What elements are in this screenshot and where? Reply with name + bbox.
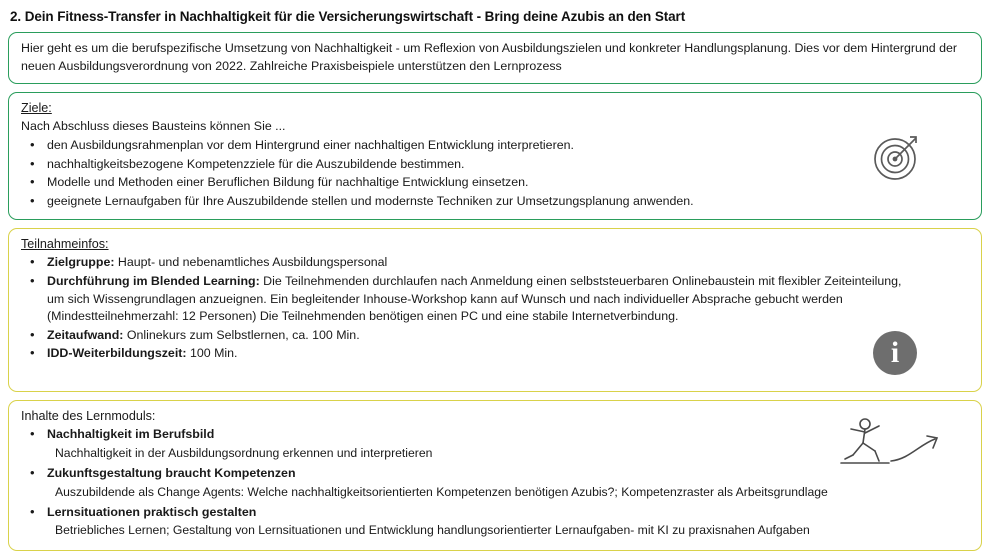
item-label: Zukunftsgestaltung braucht Kompetenzen (47, 465, 296, 480)
list-item: • nachhaltigkeitsbezogene Kompetenzziele für die Auszubildende bestimmen. (21, 156, 969, 174)
ziele-heading-label: Ziele: (21, 101, 52, 115)
teilnahmeinfos-list (21, 254, 921, 363)
item-label: Lernsituationen praktisch gestalten (47, 504, 257, 519)
item-text: Haupt- und nebenamtliches Ausbildungspersonal (114, 255, 388, 270)
running-figure-icon (839, 415, 949, 475)
inhalte-list (21, 426, 921, 539)
info-icon: i (873, 331, 917, 375)
item-label: Nachhaltigkeit im Berufsbild (47, 427, 215, 442)
item-text: Die Teilnehmenden durchlaufen nach Anmeldung einen selbststeuerbaren Onlinebaustein mit flexibler Zeiteinteilung, um sich Wissengrundlagen anzueignen. Ein begleitender Inhouse-Workshop kann auf Wunsch und nach individueller Absprache gebucht werden (Mindestteilnehmerzahl: 12 Personen) Die Teilnehmenden benötigen einen PC und eine stabile Internetverbindung. (47, 273, 902, 324)
intro-card (8, 32, 982, 84)
ziele-card (8, 92, 982, 220)
list-item (21, 465, 921, 483)
teilnahmeinfos-heading-label: Teilnahmeinfos: (21, 237, 109, 252)
ziele-heading (21, 101, 969, 115)
list-item (21, 273, 921, 326)
list-item (21, 345, 921, 363)
list-item (21, 327, 921, 345)
item-label: Zielgruppe: (47, 255, 115, 270)
inhalte-heading: Inhalte des Lernmoduls: (21, 409, 156, 424)
item-label: Durchführung im Blended Learning: (47, 273, 260, 288)
item-subtext: Betriebliches Lernen; Gestaltung von Lernsituationen und Entwicklung handlungsorientierter Lernaufgaben- mit KI zu praxisnahen Aufgaben (55, 523, 810, 538)
item-subtext: Nachhaltigkeit in der Ausbildungsordnung erkennen und interpretieren (55, 445, 433, 460)
target-icon (869, 129, 925, 185)
list-item: • Modelle und Methoden einer Beruflichen Bildung für nachhaltige Entwicklung einsetzen. (21, 174, 969, 192)
ziele-lead: Nach Abschluss dieses Bausteins können Sie ... (21, 119, 286, 133)
intro-text: Hier geht es um die berufspezifische Umsetzung von Nachhaltigkeit - um Reflexion von Ausbildungszielen und konkreter Handlungsplanung. Dies vor dem Hintergrund der neuen Ausbildungsverordnung von 2022. Zahlreiche Praxisbeispiele unterstützen den Lernprozess (21, 41, 958, 73)
item-text: 100 Min. (186, 346, 238, 361)
teilnahmeinfos-heading (21, 237, 969, 251)
teilnahmeinfos-card (8, 228, 982, 392)
item-label: Zeitaufwand: (47, 327, 124, 342)
item-text: Onlinekurs zum Selbstlernen, ca. 100 Min. (123, 327, 360, 342)
item-subtext: Auszubildende als Change Agents: Welche nachhaltigkeitsorientierten Kompetenzen benötigen Azubis?; Kompetenzraster als Arbeitsgrundlage (55, 484, 828, 499)
list-item: • geeignete Lernaufgaben für Ihre Auszubildende stellen und modernste Techniken zur Umsetzungsplanung anwenden. (21, 193, 969, 211)
list-item: • den Ausbildungsrahmenplan vor dem Hintergrund einer nachhaltigen Entwicklung interpretieren. (21, 137, 969, 155)
ziele-list (21, 137, 969, 210)
inhalte-card (8, 400, 982, 551)
item-label: IDD-Weiterbildungszeit: (47, 346, 187, 361)
list-item (21, 254, 921, 272)
list-item (21, 426, 921, 444)
page-title: 2. Dein Fitness-Transfer in Nachhaltigkeit für die Versicherungswirtschaft - Bring deine Azubis an den Start (10, 9, 686, 24)
list-item (21, 504, 921, 522)
